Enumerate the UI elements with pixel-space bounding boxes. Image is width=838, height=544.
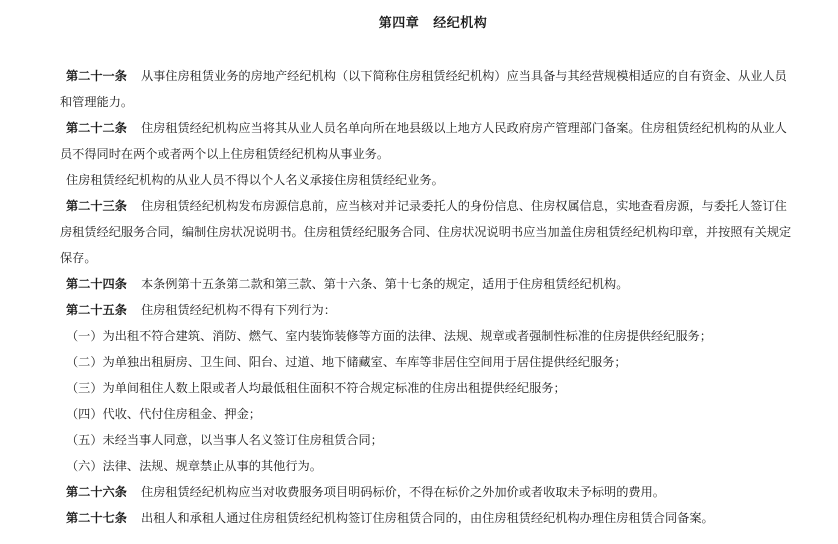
article-25 — [60, 297, 792, 323]
article-text: 本条例第十五条第二款和第三款、第十六条、第十七条的规定，适用于住房租赁经纪机构。 — [140, 277, 629, 291]
article-text: 住房租赁经纪机构不得有下列行为： — [140, 303, 336, 317]
article-21 — [60, 63, 792, 115]
list-item: （四）代收、代付住房租金、押金； — [66, 407, 261, 421]
chapter-number: 第四章 — [378, 16, 420, 31]
article-number: 第二十六条 — [66, 485, 127, 499]
article-22 — [60, 115, 792, 167]
list-item: （六）法律、法规、规章禁止从事的其他行为。 — [66, 459, 322, 473]
list-item: （三）为单间租住人数上限或者人均最低租住面积不符合规定标准的住房出租提供经纪服务； — [66, 381, 566, 395]
article-27 — [60, 505, 792, 531]
article-22-paragraph-2 — [60, 167, 792, 193]
article-text: 从事住房租赁业务的房地产经纪机构（以下简称住房租赁经纪机构）应当具备与其经营规模相适应的自有资金、从业人员和管理能力。 — [60, 69, 787, 109]
article-26 — [60, 479, 792, 505]
article-24 — [60, 271, 792, 297]
list-item: （五）未经当事人同意，以当事人名义签订住房租赁合同； — [66, 433, 383, 447]
article-text: 住房租赁经纪机构应当将其从业人员名单向所在地县级以上地方人民政府房产管理部门备案。住房租赁经纪机构的从业人员不得同时在两个或者两个以上住房租赁经纪机构从事业务。 — [60, 121, 787, 161]
article-number: 第二十二条 — [66, 121, 127, 135]
article-number: 第二十一条 — [66, 69, 127, 83]
chapter-title — [60, 12, 792, 31]
article-text: 出租人和承租人通过住房租赁经纪机构签订住房租赁合同的，由住房租赁经纪机构办理住房租赁合同备案。 — [140, 511, 714, 525]
article-number: 第二十七条 — [66, 511, 127, 525]
list-item: （二）为单独出租厨房、卫生间、阳台、过道、地下储藏室、车库等非居住空间用于居住提供经纪服务； — [66, 355, 627, 369]
chapter-name: 经纪机构 — [433, 16, 488, 31]
article-number: 第二十五条 — [66, 303, 127, 317]
article-number: 第二十三条 — [66, 199, 127, 213]
article-text: 住房租赁经纪机构发布房源信息前，应当核对并记录委托人的身份信息、住房权属信息，实地查看房源，与委托人签订住房租赁经纪服务合同，编制住房状况说明书。住房租赁经纪服务合同、住房状况说明书应当加盖住房租赁经纪机构印章，并按照有关规定保存。 — [60, 199, 792, 265]
article-text: 住房租赁经纪机构的从业人员不得以个人名义承接住房租赁经纪业务。 — [66, 173, 444, 187]
article-text: 住房租赁经纪机构应当对收费服务项目明码标价，不得在标价之外加价或者收取未予标明的费用。 — [140, 485, 665, 499]
article-number: 第二十四条 — [66, 277, 127, 291]
list-item: （一）为出租不符合建筑、消防、燃气、室内装饰装修等方面的法律、法规、规章或者强制性标准的住房提供经纪服务； — [66, 329, 712, 343]
article-23 — [60, 193, 792, 271]
